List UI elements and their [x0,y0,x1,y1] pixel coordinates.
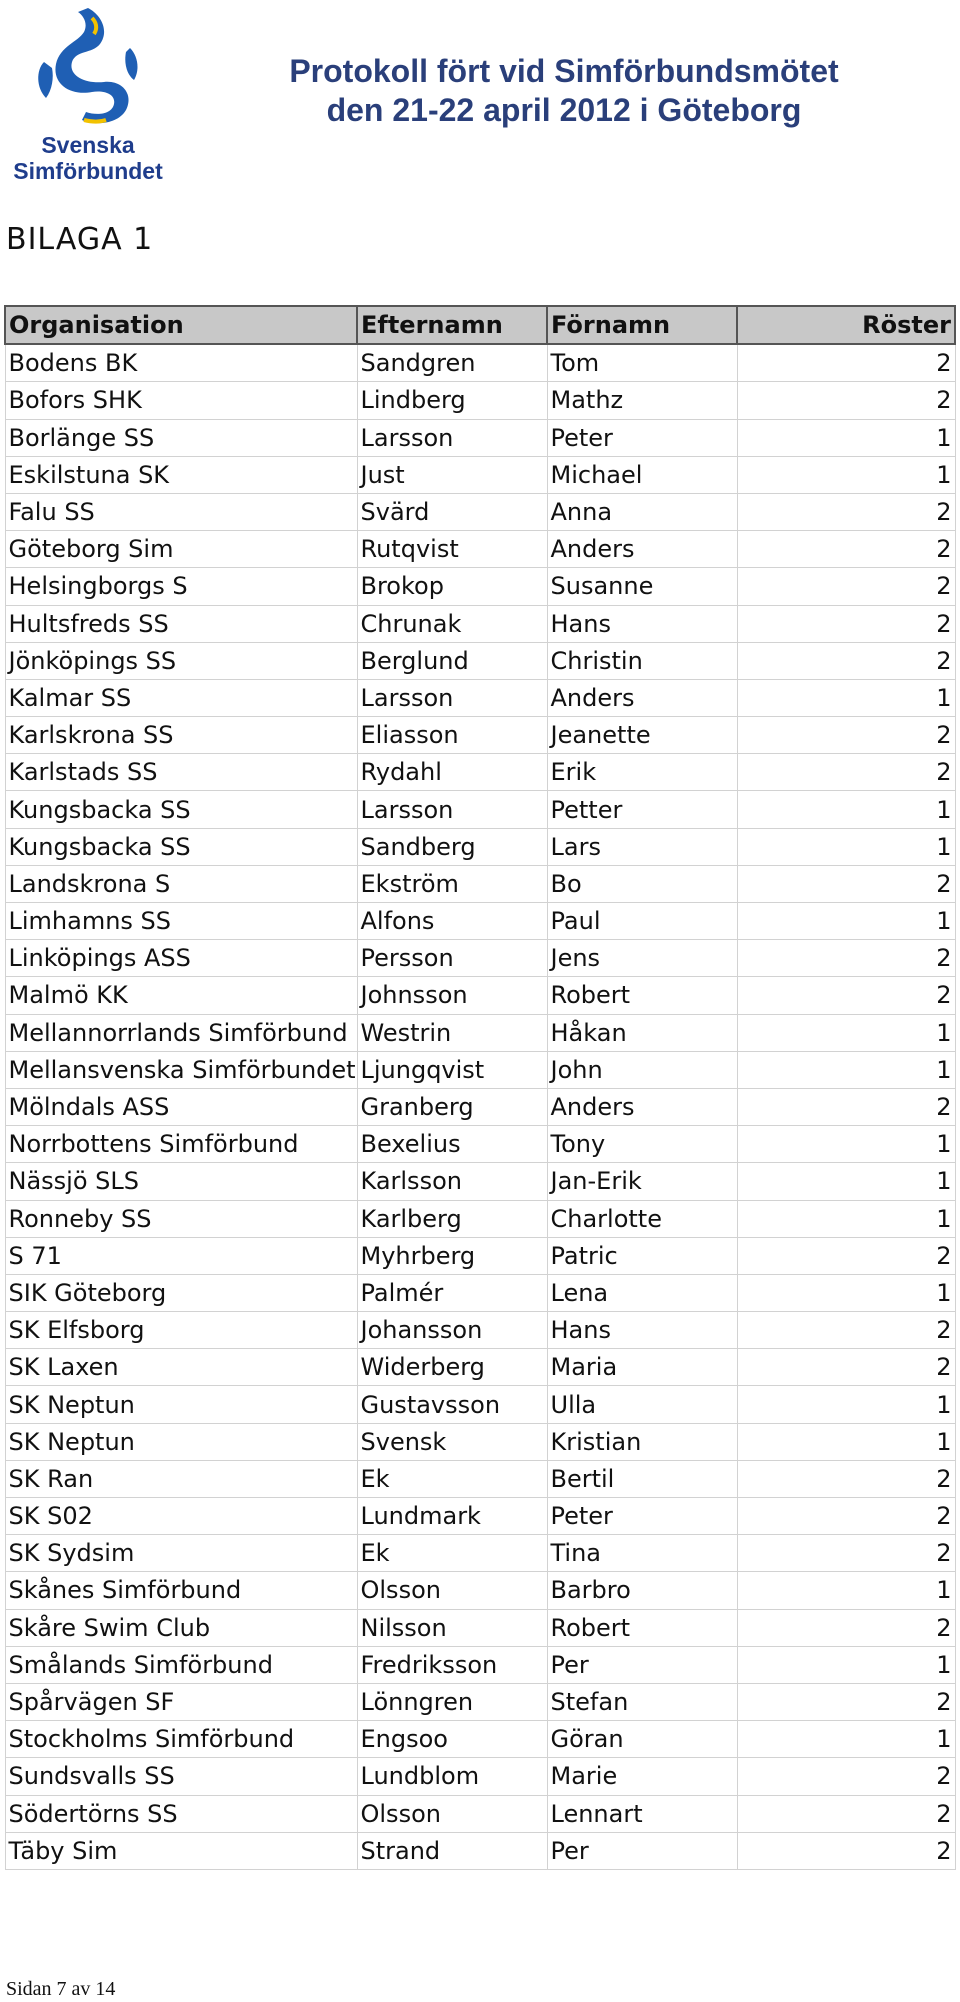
cell-votes: 2 [737,977,955,1014]
table-row [5,1386,955,1423]
cell-last-name: Persson [357,940,547,977]
cell-votes: 1 [737,419,955,456]
cell-first-name: Lennart [547,1795,737,1832]
document-title-line1: Protokoll fört vid Simförbundsmötet [289,53,839,89]
table-row [5,1014,955,1051]
cell-organisation: Mölndals ASS [5,1088,357,1125]
cell-organisation: Ronneby SS [5,1200,357,1237]
cell-organisation: Mellannorrlands Simförbund [5,1014,357,1051]
table-row [5,865,955,902]
column-header-votes: Röster [737,306,955,344]
table-row [5,605,955,642]
cell-organisation: S 71 [5,1237,357,1274]
cell-last-name: Karlberg [357,1200,547,1237]
cell-organisation: Skånes Simförbund [5,1572,357,1609]
cell-votes: 2 [737,1535,955,1572]
table-row [5,344,955,382]
table-row [5,1646,955,1683]
cell-organisation: Mellansvenska Simförbundet [5,1051,357,1088]
cell-first-name: Robert [547,1609,737,1646]
cell-votes: 1 [737,1051,955,1088]
cell-votes: 1 [737,456,955,493]
cell-organisation: Landskrona S [5,865,357,902]
cell-votes: 2 [737,717,955,754]
cell-last-name: Larsson [357,679,547,716]
cell-last-name: Brokop [357,568,547,605]
cell-first-name: Lars [547,828,737,865]
cell-first-name: Bo [547,865,737,902]
cell-last-name: Sandgren [357,344,547,382]
cell-first-name: Anna [547,493,737,530]
cell-last-name: Ek [357,1535,547,1572]
table-row [5,456,955,493]
table-row [5,1609,955,1646]
table-row [5,1349,955,1386]
table-row [5,940,955,977]
cell-first-name: Robert [547,977,737,1014]
cell-organisation: Falu SS [5,493,357,530]
cell-first-name: Susanne [547,568,737,605]
cell-votes: 2 [737,1758,955,1795]
table-header [5,306,955,344]
cell-votes: 2 [737,1349,955,1386]
cell-organisation: Kungsbacka SS [5,791,357,828]
cell-last-name: Svensk [357,1423,547,1460]
cell-last-name: Bexelius [357,1126,547,1163]
cell-last-name: Sandberg [357,828,547,865]
cell-organisation: Malmö KK [5,977,357,1014]
cell-last-name: Rydahl [357,754,547,791]
table-row [5,1498,955,1535]
table-row [5,1832,955,1869]
logo [4,4,172,182]
cell-last-name: Lundmark [357,1498,547,1535]
cell-last-name: Ek [357,1460,547,1497]
table-row [5,419,955,456]
cell-first-name: Hans [547,605,737,642]
cell-first-name: Håkan [547,1014,737,1051]
document-title-line2: den 21-22 april 2012 i Göteborg [326,92,802,128]
cell-last-name: Olsson [357,1572,547,1609]
cell-first-name: Anders [547,1088,737,1125]
cell-votes: 2 [737,1683,955,1720]
cell-votes: 2 [737,382,955,419]
cell-organisation: SK S02 [5,1498,357,1535]
cell-organisation: SIK Göteborg [5,1274,357,1311]
table-row [5,903,955,940]
table-row [5,977,955,1014]
cell-first-name: Paul [547,903,737,940]
cell-votes: 1 [737,1423,955,1460]
cell-organisation: Karlskrona SS [5,717,357,754]
table-row [5,1460,955,1497]
cell-organisation: Spårvägen SF [5,1683,357,1720]
cell-last-name: Eliasson [357,717,547,754]
cell-last-name: Larsson [357,791,547,828]
cell-first-name: Patric [547,1237,737,1274]
cell-votes: 1 [737,1721,955,1758]
cell-first-name: Tina [547,1535,737,1572]
cell-last-name: Ljungqvist [357,1051,547,1088]
cell-last-name: Lindberg [357,382,547,419]
cell-last-name: Widerberg [357,1349,547,1386]
cell-first-name: Lena [547,1274,737,1311]
cell-first-name: Petter [547,791,737,828]
cell-votes: 2 [737,1498,955,1535]
cell-organisation: Täby Sim [5,1832,357,1869]
logo-text-line2: Simförbundet [13,158,163,184]
table-row [5,1163,955,1200]
cell-organisation: Södertörns SS [5,1795,357,1832]
table-row [5,1200,955,1237]
cell-organisation: SK Neptun [5,1386,357,1423]
table-row [5,1423,955,1460]
table-row [5,1051,955,1088]
cell-organisation: Stockholms Simförbund [5,1721,357,1758]
table-row [5,828,955,865]
cell-first-name: Bertil [547,1460,737,1497]
table-row [5,1237,955,1274]
cell-votes: 2 [737,493,955,530]
cell-votes: 2 [737,940,955,977]
table-row [5,1683,955,1720]
cell-first-name: Barbro [547,1572,737,1609]
cell-votes: 2 [737,642,955,679]
cell-first-name: Charlotte [547,1200,737,1237]
cell-first-name: Ulla [547,1386,737,1423]
cell-last-name: Westrin [357,1014,547,1051]
cell-votes: 2 [737,1795,955,1832]
cell-organisation: SK Sydsim [5,1535,357,1572]
cell-last-name: Alfons [357,903,547,940]
cell-first-name: Jan-Erik [547,1163,737,1200]
table-row [5,1572,955,1609]
cell-organisation: Nässjö SLS [5,1163,357,1200]
cell-first-name: Kristian [547,1423,737,1460]
cell-organisation: Karlstads SS [5,754,357,791]
cell-votes: 2 [737,865,955,902]
cell-votes: 2 [737,1088,955,1125]
cell-organisation: Jönköpings SS [5,642,357,679]
cell-organisation: Bofors SHK [5,382,357,419]
cell-first-name: Marie [547,1758,737,1795]
table-row [5,1535,955,1572]
cell-last-name: Olsson [357,1795,547,1832]
cell-last-name: Strand [357,1832,547,1869]
cell-first-name: Anders [547,679,737,716]
cell-organisation: Sundsvalls SS [5,1758,357,1795]
cell-votes: 1 [737,1126,955,1163]
cell-organisation: Kalmar SS [5,679,357,716]
cell-votes: 1 [737,1572,955,1609]
cell-first-name: Per [547,1832,737,1869]
page-number: Sidan 7 av 14 [6,1978,116,2000]
cell-votes: 2 [737,531,955,568]
table-row [5,1795,955,1832]
column-header-organisation: Organisation [5,306,357,344]
cell-last-name: Karlsson [357,1163,547,1200]
cell-organisation: Limhamns SS [5,903,357,940]
table-body [5,344,955,1869]
cell-first-name: Peter [547,1498,737,1535]
cell-votes: 2 [737,1832,955,1869]
table-row [5,1126,955,1163]
cell-first-name: Christin [547,642,737,679]
cell-last-name: Johansson [357,1312,547,1349]
document-title [264,52,864,130]
cell-last-name: Ekström [357,865,547,902]
cell-organisation: Skåre Swim Club [5,1609,357,1646]
cell-votes: 2 [737,568,955,605]
cell-votes: 1 [737,828,955,865]
table-row [5,717,955,754]
section-heading: BILAGA 1 [6,222,154,257]
cell-votes: 2 [737,754,955,791]
cell-votes: 2 [737,344,955,382]
cell-votes: 2 [737,1312,955,1349]
cell-last-name: Larsson [357,419,547,456]
cell-first-name: Göran [547,1721,737,1758]
cell-first-name: Mathz [547,382,737,419]
table-row [5,531,955,568]
table-row [5,1088,955,1125]
table-row [5,791,955,828]
cell-last-name: Just [357,456,547,493]
cell-organisation: Eskilstuna SK [5,456,357,493]
cell-first-name: Jeanette [547,717,737,754]
cell-votes: 1 [737,1200,955,1237]
cell-first-name: John [547,1051,737,1088]
cell-last-name: Granberg [357,1088,547,1125]
header-row [5,306,955,344]
attendance-table [4,305,956,1870]
table-row [5,1274,955,1311]
table-row [5,1758,955,1795]
cell-last-name: Rutqvist [357,531,547,568]
seahorse-logo-icon [26,4,150,128]
cell-organisation: Göteborg Sim [5,531,357,568]
cell-votes: 1 [737,679,955,716]
table-row [5,1312,955,1349]
column-header-first-name: Förnamn [547,306,737,344]
cell-first-name: Maria [547,1349,737,1386]
cell-organisation: SK Elfsborg [5,1312,357,1349]
cell-votes: 1 [737,791,955,828]
table-row [5,493,955,530]
cell-organisation: Smålands Simförbund [5,1646,357,1683]
cell-votes: 2 [737,1460,955,1497]
table-row [5,642,955,679]
cell-organisation: SK Laxen [5,1349,357,1386]
cell-votes: 1 [737,1014,955,1051]
cell-votes: 1 [737,1163,955,1200]
cell-last-name: Palmér [357,1274,547,1311]
table-row [5,754,955,791]
cell-votes: 2 [737,605,955,642]
table-row [5,382,955,419]
cell-last-name: Lönngren [357,1683,547,1720]
table-row [5,1721,955,1758]
cell-votes: 1 [737,1386,955,1423]
cell-votes: 1 [737,1646,955,1683]
cell-votes: 2 [737,1237,955,1274]
cell-organisation: Linköpings ASS [5,940,357,977]
cell-last-name: Myhrberg [357,1237,547,1274]
table-row [5,568,955,605]
cell-first-name: Peter [547,419,737,456]
cell-last-name: Johnsson [357,977,547,1014]
cell-first-name: Michael [547,456,737,493]
logo-text-line1: Svenska [41,132,135,158]
cell-first-name: Hans [547,1312,737,1349]
cell-first-name: Jens [547,940,737,977]
cell-last-name: Lundblom [357,1758,547,1795]
cell-organisation: Bodens BK [5,344,357,382]
cell-organisation: Norrbottens Simförbund [5,1126,357,1163]
cell-first-name: Tony [547,1126,737,1163]
cell-first-name: Anders [547,531,737,568]
cell-first-name: Per [547,1646,737,1683]
cell-organisation: Helsingborgs S [5,568,357,605]
cell-first-name: Erik [547,754,737,791]
cell-votes: 1 [737,903,955,940]
cell-organisation: SK Ran [5,1460,357,1497]
column-header-last-name: Efternamn [357,306,547,344]
cell-last-name: Engsoo [357,1721,547,1758]
cell-last-name: Svärd [357,493,547,530]
cell-last-name: Berglund [357,642,547,679]
table-row [5,679,955,716]
cell-organisation: Borlänge SS [5,419,357,456]
cell-last-name: Nilsson [357,1609,547,1646]
cell-organisation: Hultsfreds SS [5,605,357,642]
cell-last-name: Fredriksson [357,1646,547,1683]
cell-last-name: Gustavsson [357,1386,547,1423]
cell-first-name: Tom [547,344,737,382]
cell-last-name: Chrunak [357,605,547,642]
cell-first-name: Stefan [547,1683,737,1720]
cell-votes: 1 [737,1274,955,1311]
cell-votes: 2 [737,1609,955,1646]
cell-organisation: SK Neptun [5,1423,357,1460]
cell-organisation: Kungsbacka SS [5,828,357,865]
